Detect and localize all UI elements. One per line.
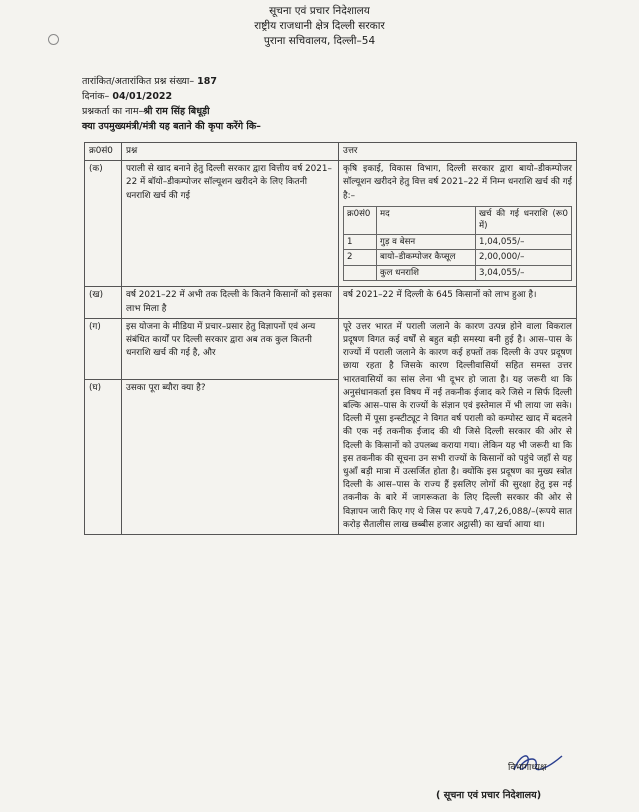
row-serial: (ख) [85,287,122,318]
merged-answer: पूरे उत्तर भारत में पराली जलाने के कारण उत्पन्न होने वाला विकराल प्रदूषण विगत कई वर्षों से बहुत बड़ी समस्या बनी हुई है। आस–पास के राज्यों में पराली जलाने के कारण कई हफ्तों तक दिल्ली के उपर प्रदूषण छाया रहता है जिसके कारण दिल्लीवासियों सहित समस्त उत्तर भारतवासियों का सांस लेना भी दूभर हो जाता है। यह जरूरी था कि अनुसंधानकर्ता इस विषय में नई तकनीक ईजाद करे जिसे न सिर्फ दिल्ली बल्कि आस–पास के राज्यों के संज्ञान एवं इस्तेमाल में भी लाया जा सके। दिल्ली में पूसा इन्स्टीट्यूट ने विगत वर्ष पराली को कम्पोस्ट खाद में बदलने की एक नई तकनीक ईजाद की थी जिसे दिल्ली सरकार की ओर से दिल्ली के किसानों को उपलब्ध कराया गया। लेकिन यह भी जरूरी था कि इस तकनीक की सूचना उन सभी राज्यों के किसानों को पहुंचे जहाँ से यह धुआँ बड़ी मात्रा में उत्सर्जित होता है। क्योंकि इस प्रदूषण का मुख्य स्त्रोत दिल्ली के आस–पास के राज्य हैं इसलिए लोगों की सुरक्षा हेतु इस नई तकनीक के बारे में जागरूकता के लिए दिल्ली सरकार की ओर से विज्ञापन जारी किए गए थे जिस पर रूपये 7,47,26,088/–(रूपये सात करोड़ सैतालीस लाख छब्बीस हजार अट्ठासी) का खर्चा आया था। [339,318,577,534]
row-answer [339,161,577,287]
date-value: 04/01/2022 [112,91,173,102]
date-line [82,89,562,104]
row-serial: (ग) [85,318,122,379]
letterhead-line-2: राष्ट्रीय राजधानी क्षेत्र दिल्ली सरकार [254,20,385,32]
question-meta [82,74,562,134]
expense-serial: 2 [344,250,377,266]
question-answer-table [84,142,577,535]
question-number: 187 [197,76,217,87]
question-intro: क्या उपमुख्यमंत्री/मंत्री यह बताने की कृपा करेंगे कि– [82,121,261,132]
expense-row [344,234,572,250]
expense-row [344,250,572,266]
table-row [85,161,577,287]
letterhead [0,4,639,49]
table-header-row [85,143,577,161]
answer-text: कृषि इकाई, विकास विभाग, दिल्ली सरकार द्वारा बायो–डीकम्पोजर सॉल्यूशन खरीदने हेतु वित्त वर्ष 2021–22 में निम्न धनराशि खर्च की गई है:– [343,164,572,201]
question-number-label: तारांकित/अतारांकित प्रश्न संख्या– [82,76,195,87]
expense-total-row [344,265,572,281]
office-name: ( सूचना एवं प्रचार निदेशालय) [436,790,542,801]
questioner-line [82,104,562,119]
expense-header-serial: क्र0सं0 [344,206,377,234]
expense-header-row [344,206,572,234]
header-answer: उत्तर [339,143,577,161]
expense-total-amount: 3,04,055/– [476,265,572,281]
expense-total-label: कुल धनराशि [377,265,476,281]
expense-total-blank [344,265,377,281]
letterhead-line-1: सूचना एवं प्रचार निदेशालय [269,5,370,17]
expense-table [343,206,572,282]
row-question: उसका पूरा ब्यौरा क्या है? [122,379,339,534]
designation: विभागाध्यक्ष [508,763,547,773]
questioner-name: श्री राम सिंह बिधूड़ी [143,106,210,117]
header-serial: क्र0सं0 [85,143,122,161]
expense-amount: 2,00,000/– [476,250,572,266]
questioner-label: प्रश्नकर्ता का नाम– [82,106,144,117]
table-row [85,318,577,379]
table-row [85,287,577,318]
row-question: पराली से खाद बनाने हेतु दिल्ली सरकार द्वारा वित्तीय वर्ष 2021–22 में बॉयो–डीकम्पोजर सॉल्यूशन खरीदने के लिए कितनी धनराशि खर्च की गई [122,161,339,287]
expense-item: गुड़ व बेसन [377,234,476,250]
expense-amount: 1,04,055/– [476,234,572,250]
expense-item: बायो–डीकम्पोजर कैप्सूल [377,250,476,266]
date-label: दिनांक– [82,91,110,102]
row-answer: वर्ष 2021–22 में दिल्ली के 645 किसानों को लाभ हुआ है। [339,287,577,318]
letterhead-line-3: पुराना सचिवालय, दिल्ली–54 [263,35,376,47]
expense-header-amount: खर्च की गई धनराशि (रू0 में) [476,206,572,234]
row-serial: (घ) [85,379,122,534]
header-question: प्रश्न [122,143,339,161]
expense-header-item: मद [377,206,476,234]
row-serial: (क) [85,161,122,287]
question-number-line [82,74,562,89]
row-question: इस योजना के मीडिया में प्रचार–प्रसार हेतु विज्ञापनों एवं अन्य संबंधित कार्यों पर दिल्ली सरकार द्वारा अब तक कुल कितनी धनराशि खर्च की गई है, और [122,318,339,379]
row-question: वर्ष 2021–22 में अभी तक दिल्ली के कितने किसानों को इसका लाभ मिला है [122,287,339,318]
expense-serial: 1 [344,234,377,250]
